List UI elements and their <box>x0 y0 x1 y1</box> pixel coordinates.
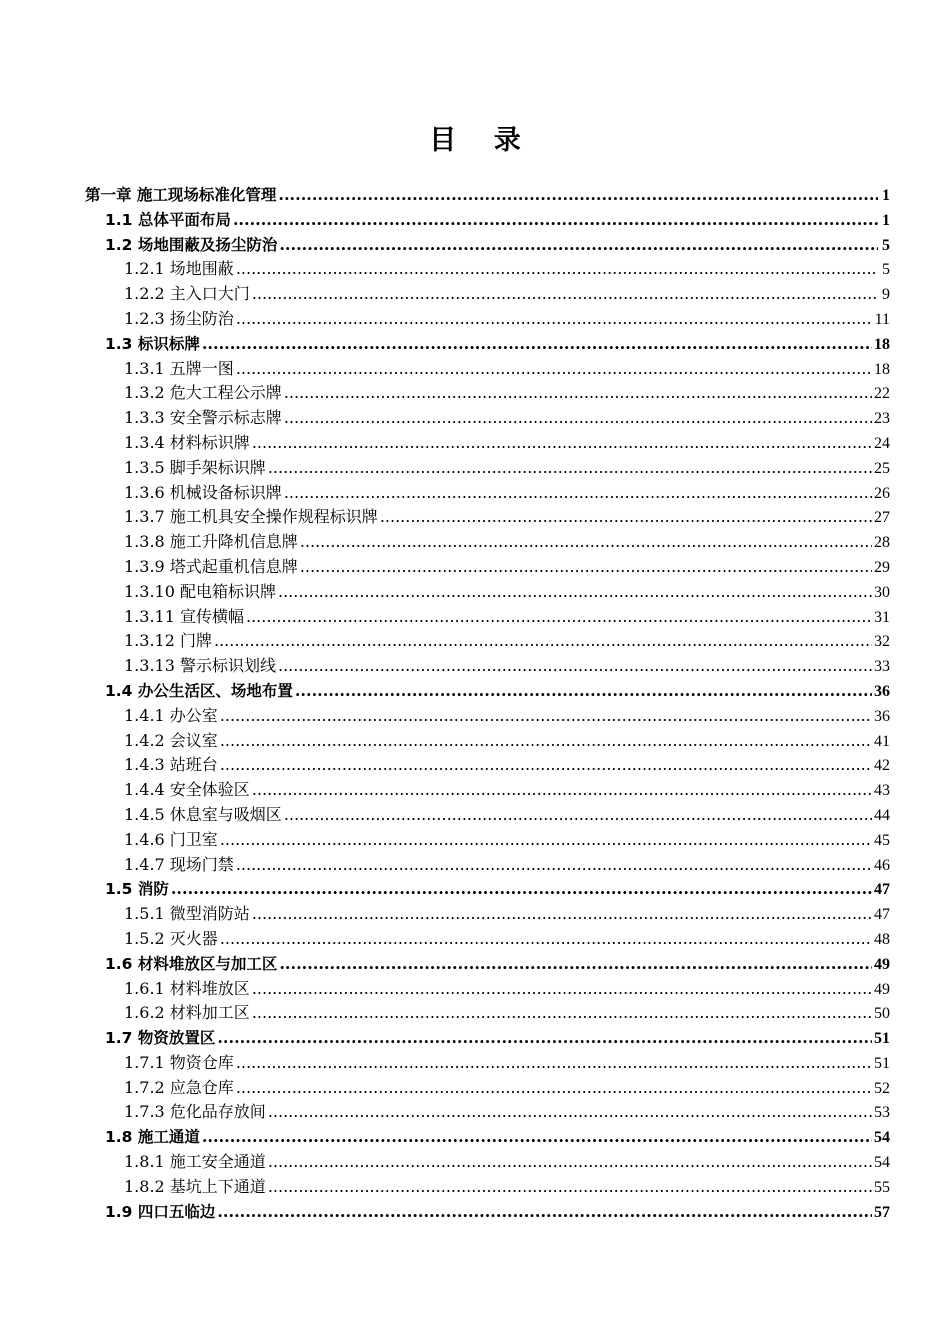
toc-entry-label: 1.3.8 施工升降机信息牌 <box>124 532 298 552</box>
toc-entry-label: 1.6.1 材料堆放区 <box>124 978 250 998</box>
toc-dot-leader <box>236 307 873 332</box>
toc-dot-leader <box>380 505 872 530</box>
toc-entry-page-number: 27 <box>874 509 890 527</box>
toc-subsection-entry[interactable] <box>85 1150 890 1175</box>
toc-entry-label: 1.3.10 配电箱标识牌 <box>124 581 276 601</box>
toc-entry-label: 1.3 标识标牌 <box>105 334 200 353</box>
toc-entry-page-number: 50 <box>874 1005 890 1023</box>
toc-dot-leader <box>202 332 872 357</box>
toc-dot-leader <box>246 605 872 630</box>
toc-entry-label: 1.4.5 休息室与吸烟区 <box>124 804 282 824</box>
toc-subsection-entry[interactable] <box>85 307 890 332</box>
toc-section-entry[interactable] <box>85 208 890 233</box>
toc-subsection-entry[interactable] <box>85 555 890 580</box>
toc-entry-label: 1.3.11 宣传横幅 <box>124 606 244 626</box>
toc-entry-page-number: 43 <box>874 782 890 800</box>
toc-dot-leader <box>220 729 872 754</box>
toc-entry-page-number: 51 <box>874 1054 890 1072</box>
toc-entry-label: 1.4 办公生活区、场地布置 <box>105 681 293 700</box>
toc-dot-leader <box>252 431 872 456</box>
toc-section-entry[interactable] <box>85 1026 890 1051</box>
toc-entry-page-number: 1 <box>882 211 890 229</box>
toc-entry-page-number: 49 <box>874 955 890 973</box>
toc-entry-page-number: 48 <box>874 930 890 948</box>
toc-entry-page-number: 32 <box>874 633 890 651</box>
toc-entry-label: 1.4.1 办公室 <box>124 705 218 725</box>
toc-subsection-entry[interactable] <box>85 580 890 605</box>
toc-dot-leader <box>300 555 872 580</box>
toc-entry-label: 1.8.2 基坑上下通道 <box>124 1176 266 1196</box>
toc-dot-leader <box>202 1125 872 1150</box>
toc-dot-leader <box>252 977 872 1002</box>
toc-dot-leader <box>236 257 878 282</box>
toc-entry-label: 1.2.1 场地围蔽 <box>124 259 234 279</box>
toc-entry-label: 1.3.1 五牌一图 <box>124 358 234 378</box>
toc-entry-label: 1.9 四口五临边 <box>105 1202 216 1221</box>
toc-entry-page-number: 25 <box>874 459 890 477</box>
toc-dot-leader <box>171 877 872 902</box>
toc-entry-label: 1.3.3 安全警示标志牌 <box>124 408 282 428</box>
toc-subsection-entry[interactable] <box>85 704 890 729</box>
toc-dot-leader <box>233 208 878 233</box>
toc-entry-page-number: 36 <box>874 707 890 725</box>
toc-subsection-entry[interactable] <box>85 778 890 803</box>
toc-dot-leader <box>252 902 872 927</box>
toc-entry-page-number: 44 <box>874 806 890 824</box>
toc-entry-page-number: 45 <box>874 831 890 849</box>
toc-entry-page-number: 33 <box>874 658 890 676</box>
toc-entry-label: 1.8.1 施工安全通道 <box>124 1152 266 1172</box>
toc-entry-label: 1.7.2 应急仓库 <box>124 1077 234 1097</box>
toc-entry-label: 1.2.2 主入口大门 <box>124 284 250 304</box>
toc-entry-page-number: 36 <box>874 682 890 700</box>
toc-subsection-entry[interactable] <box>85 1051 890 1076</box>
toc-dot-leader <box>252 1001 872 1026</box>
toc-entry-label: 1.5.1 微型消防站 <box>124 904 250 924</box>
toc-entry-page-number: 54 <box>874 1129 890 1147</box>
toc-entry-label: 1.3.4 材料标识牌 <box>124 432 250 452</box>
toc-entry-label: 1.7.1 物资仓库 <box>124 1052 234 1072</box>
toc-section-entry[interactable] <box>85 1200 890 1225</box>
toc-subsection-entry[interactable] <box>85 357 890 382</box>
toc-subsection-entry[interactable] <box>85 977 890 1002</box>
toc-section-entry[interactable] <box>85 1125 890 1150</box>
toc-entry-label: 1.6 材料堆放区与加工区 <box>105 954 278 973</box>
toc-entry-page-number: 52 <box>874 1079 890 1097</box>
toc-entry-label: 1.7 物资放置区 <box>105 1029 216 1048</box>
toc-entry-label: 1.4.3 站班台 <box>124 755 218 775</box>
toc-entry-label: 1.3.9 塔式起重机信息牌 <box>124 556 298 576</box>
toc-entry-page-number: 11 <box>874 310 890 328</box>
toc-dot-leader <box>295 679 872 704</box>
toc-entry-label: 1.8 施工通道 <box>105 1128 200 1147</box>
toc-dot-leader <box>278 654 872 679</box>
toc-subsection-entry[interactable] <box>85 282 890 307</box>
toc-subsection-entry[interactable] <box>85 1001 890 1026</box>
toc-entry-page-number: 54 <box>874 1154 890 1172</box>
toc-dot-leader <box>284 481 872 506</box>
toc-subsection-entry[interactable] <box>85 381 890 406</box>
toc-subsection-entry[interactable] <box>85 1076 890 1101</box>
toc-dot-leader <box>252 282 878 307</box>
toc-subsection-entry[interactable] <box>85 654 890 679</box>
toc-dot-leader <box>284 381 872 406</box>
table-of-contents <box>85 183 890 1224</box>
toc-dot-leader <box>268 456 872 481</box>
toc-dot-leader <box>236 853 872 878</box>
toc-entry-label: 1.4.4 安全体验区 <box>124 780 250 800</box>
toc-entry-page-number: 46 <box>874 856 890 874</box>
toc-entry-page-number: 47 <box>874 906 890 924</box>
toc-subsection-entry[interactable] <box>85 406 890 431</box>
toc-section-entry[interactable] <box>85 233 890 258</box>
toc-entry-page-number: 9 <box>882 286 890 304</box>
toc-entry-label: 第一章 施工现场标准化管理 <box>85 186 277 204</box>
toc-subsection-entry[interactable] <box>85 729 890 754</box>
toc-entry-label: 1.2 场地围蔽及扬尘防治 <box>105 235 278 254</box>
toc-subsection-entry[interactable] <box>85 1100 890 1125</box>
toc-subsection-entry[interactable] <box>85 927 890 952</box>
toc-entry-label: 1.4.7 现场门禁 <box>124 854 234 874</box>
toc-dot-leader <box>284 803 872 828</box>
toc-dot-leader <box>268 1175 872 1200</box>
toc-dot-leader <box>284 406 872 431</box>
toc-dot-leader <box>220 753 872 778</box>
toc-entry-page-number: 42 <box>874 757 890 775</box>
toc-entry-label: 1.5.2 灭火器 <box>124 928 218 948</box>
toc-dot-leader <box>220 927 872 952</box>
toc-section-entry[interactable] <box>85 679 890 704</box>
toc-dot-leader <box>236 1076 872 1101</box>
toc-entry-page-number: 57 <box>874 1203 890 1221</box>
toc-entry-label: 1.3.7 施工机具安全操作规程标识牌 <box>124 507 378 527</box>
toc-subsection-entry[interactable] <box>85 481 890 506</box>
toc-dot-leader <box>279 233 878 258</box>
toc-entry-page-number: 24 <box>874 434 890 452</box>
toc-dot-leader <box>278 183 878 208</box>
toc-dot-leader <box>268 1150 872 1175</box>
toc-subsection-entry[interactable] <box>85 853 890 878</box>
toc-entry-page-number: 26 <box>874 484 890 502</box>
toc-entry-label: 1.5 消防 <box>105 880 169 899</box>
toc-subsection-entry[interactable] <box>85 902 890 927</box>
toc-dot-leader <box>236 357 872 382</box>
toc-entry-page-number: 51 <box>874 1030 890 1048</box>
toc-entry-page-number: 18 <box>874 335 890 353</box>
toc-entry-label: 1.3.12 门牌 <box>124 631 212 651</box>
toc-subsection-entry[interactable] <box>85 431 890 456</box>
toc-entry-page-number: 29 <box>874 558 890 576</box>
toc-entry-label: 1.3.6 机械设备标识牌 <box>124 482 282 502</box>
toc-entry-page-number: 23 <box>874 410 890 428</box>
toc-dot-leader <box>217 1200 872 1225</box>
toc-dot-leader <box>220 828 872 853</box>
toc-dot-leader <box>236 1051 872 1076</box>
toc-entry-label: 1.3.5 脚手架标识牌 <box>124 457 266 477</box>
toc-entry-page-number: 22 <box>874 385 890 403</box>
toc-dot-leader <box>278 580 872 605</box>
toc-entry-label: 1.1 总体平面布局 <box>105 210 231 229</box>
toc-entry-label: 1.7.3 危化品存放间 <box>124 1102 266 1122</box>
toc-entry-page-number: 28 <box>874 534 890 552</box>
toc-subsection-entry[interactable] <box>85 1175 890 1200</box>
toc-entry-page-number: 47 <box>874 881 890 899</box>
toc-entry-label: 1.3.13 警示标识划线 <box>124 656 276 676</box>
toc-entry-page-number: 5 <box>882 261 890 279</box>
toc-entry-page-number: 55 <box>874 1178 890 1196</box>
toc-subsection-entry[interactable] <box>85 505 890 530</box>
toc-dot-leader <box>217 1026 872 1051</box>
toc-entry-page-number: 30 <box>874 583 890 601</box>
toc-section-entry[interactable] <box>85 952 890 977</box>
toc-entry-page-number: 31 <box>874 608 890 626</box>
toc-subsection-entry[interactable] <box>85 629 890 654</box>
toc-entry-label: 1.2.3 扬尘防治 <box>124 308 234 328</box>
toc-entry-label: 1.4.6 门卫室 <box>124 829 218 849</box>
toc-entry-page-number: 41 <box>874 732 890 750</box>
toc-subsection-entry[interactable] <box>85 803 890 828</box>
toc-dot-leader <box>214 629 872 654</box>
toc-entry-page-number: 1 <box>882 187 890 204</box>
toc-section-entry[interactable] <box>85 877 890 902</box>
toc-subsection-entry[interactable] <box>85 753 890 778</box>
toc-subsection-entry[interactable] <box>85 257 890 282</box>
toc-dot-leader <box>300 530 872 555</box>
toc-chapter-entry[interactable] <box>85 183 890 208</box>
toc-entry-page-number: 49 <box>874 980 890 998</box>
toc-subsection-entry[interactable] <box>85 828 890 853</box>
page-title: 目 录 <box>429 125 535 156</box>
toc-section-entry[interactable] <box>85 332 890 357</box>
toc-dot-leader <box>252 778 872 803</box>
toc-subsection-entry[interactable] <box>85 605 890 630</box>
toc-subsection-entry[interactable] <box>85 530 890 555</box>
toc-dot-leader <box>220 704 872 729</box>
toc-subsection-entry[interactable] <box>85 456 890 481</box>
toc-entry-page-number: 5 <box>882 236 890 254</box>
toc-dot-leader <box>268 1100 872 1125</box>
toc-entry-label: 1.4.2 会议室 <box>124 730 218 750</box>
toc-dot-leader <box>279 952 872 977</box>
toc-entry-page-number: 53 <box>874 1104 890 1122</box>
toc-entry-page-number: 18 <box>874 360 890 378</box>
toc-entry-label: 1.3.2 危大工程公示牌 <box>124 383 282 403</box>
toc-entry-label: 1.6.2 材料加工区 <box>124 1003 250 1023</box>
